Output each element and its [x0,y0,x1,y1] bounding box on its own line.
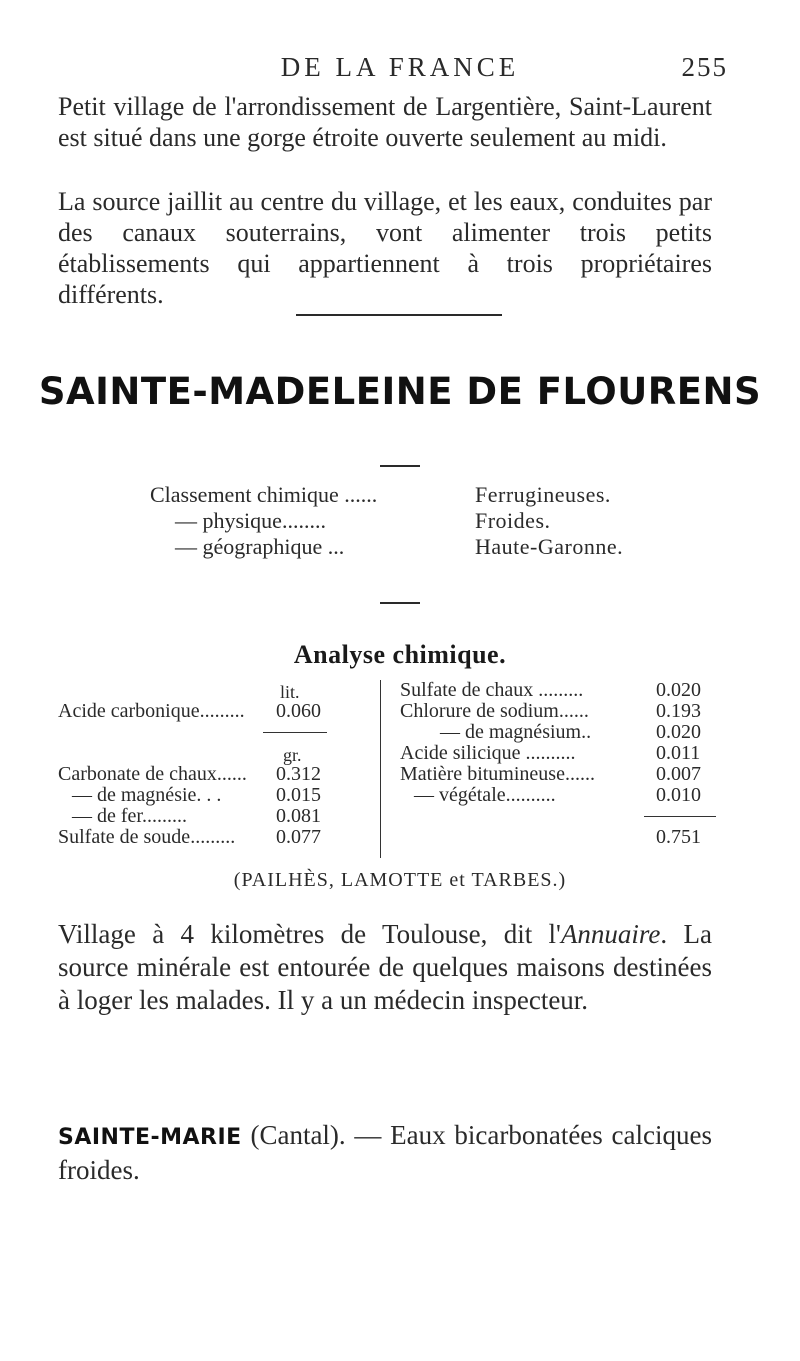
classement-row [150,508,670,534]
analysis-row [400,701,720,722]
unit-row [58,743,358,764]
total-value: 0.751 [656,826,701,848]
subtotal-rule [263,732,327,733]
classement-label: — géographique ... [175,534,345,559]
classement-value: Ferrugineuses. [475,482,611,507]
analysis-row [400,722,720,743]
unit-liter: lit. [280,682,300,702]
analysis-right-column [400,680,720,848]
annuaire-italic: Annuaire [560,919,661,949]
section-divider-rule [296,314,502,316]
short-rule-2 [380,602,420,604]
section-title: SAINTE-MADELEINE DE FLOURENS [38,370,762,413]
next-entry-text: (Cantal). — Eaux bicarbonatées calciques froides. [58,1120,712,1185]
substance-name: — de fer......... [72,805,187,827]
spacer-row [58,722,358,743]
substance-name: Chlorure de sodium...... [400,700,589,722]
next-entry-paragraph [58,1119,712,1187]
analysis-row [58,827,358,848]
page-number: 255 [681,52,728,82]
classement-value: Haute-Garonne. [475,534,624,559]
classement-row [150,534,670,560]
short-rule-1 [380,465,420,467]
unit-row [58,680,358,701]
analysis-row [400,743,720,764]
village-paragraph [58,918,712,1017]
substance-name: Matière bitumineuse...... [400,763,595,785]
analysis-left-column [58,680,358,848]
unit-gram: gr. [283,745,302,765]
classement-label: — physique........ [175,508,326,533]
substance-value: 0.020 [656,679,701,701]
analyse-title: Analyse chimique. [293,640,507,669]
running-header-title: DE LA FRANCE [280,52,520,82]
analysis-row [58,701,358,722]
village-text-end: . La source minérale est entourée de quelques maisons destinées à loger les malades. Il y a un médecin inspecteur. [58,919,712,1015]
substance-value: 0.081 [276,805,321,827]
substance-value: 0.020 [656,721,701,743]
substance-name: Acide silicique .......... [400,742,576,764]
village-text-start: Village à 4 kilomètres de Toulouse, dit l' [58,919,561,949]
substance-name: Carbonate de chaux...... [58,763,247,785]
intro-paragraph-2: La source jaillit au centre du village, et les eaux, conduites par des canaux souterrains, vont alimenter trois petits établissements qui appartiennent à trois propriétaires différents. [58,187,712,309]
running-header [0,52,800,92]
analysis-row [400,785,720,806]
analysis-row [58,764,358,785]
classement-value: Froides. [475,508,551,533]
classement-row [150,482,670,508]
substance-name: — végétale.......... [414,784,556,806]
substance-value: 0.015 [276,784,321,806]
next-entry-name: SAINTE-MARIE [58,1125,242,1150]
total-row [400,827,720,848]
total-rule [644,816,716,817]
substance-name: Sulfate de chaux ......... [400,679,584,701]
substance-name: — de magnésie. . . [72,784,222,806]
classement-label: Classement chimique ...... [150,482,378,507]
substance-name: — de magnésium.. [440,721,592,743]
analysis-row [58,785,358,806]
analysis-row [58,806,358,827]
substance-value: 0.011 [656,742,701,764]
spacer-row [400,806,720,827]
substance-value: 0.007 [656,763,701,785]
substance-value: 0.010 [656,784,701,806]
analysis-row [400,680,720,701]
substance-value: 0.193 [656,700,701,722]
substance-name: Acide carbonique......... [58,700,245,722]
substance-value: 0.077 [276,826,321,848]
analysis-row [400,764,720,785]
column-separator [380,680,381,858]
substance-value: 0.312 [276,763,321,785]
substance-name: Sulfate de soude......... [58,826,236,848]
intro-paragraph-1: Petit village de l'arrondissement de Largentière, Saint-Laurent est situé dans une gorge étroite ouverte seulement au midi. [58,92,712,152]
substance-value: 0.060 [276,700,321,722]
classement-block [150,482,670,560]
analysis-authors: (PAILHÈS, LAMOTTE et TARBES.) [233,869,567,891]
